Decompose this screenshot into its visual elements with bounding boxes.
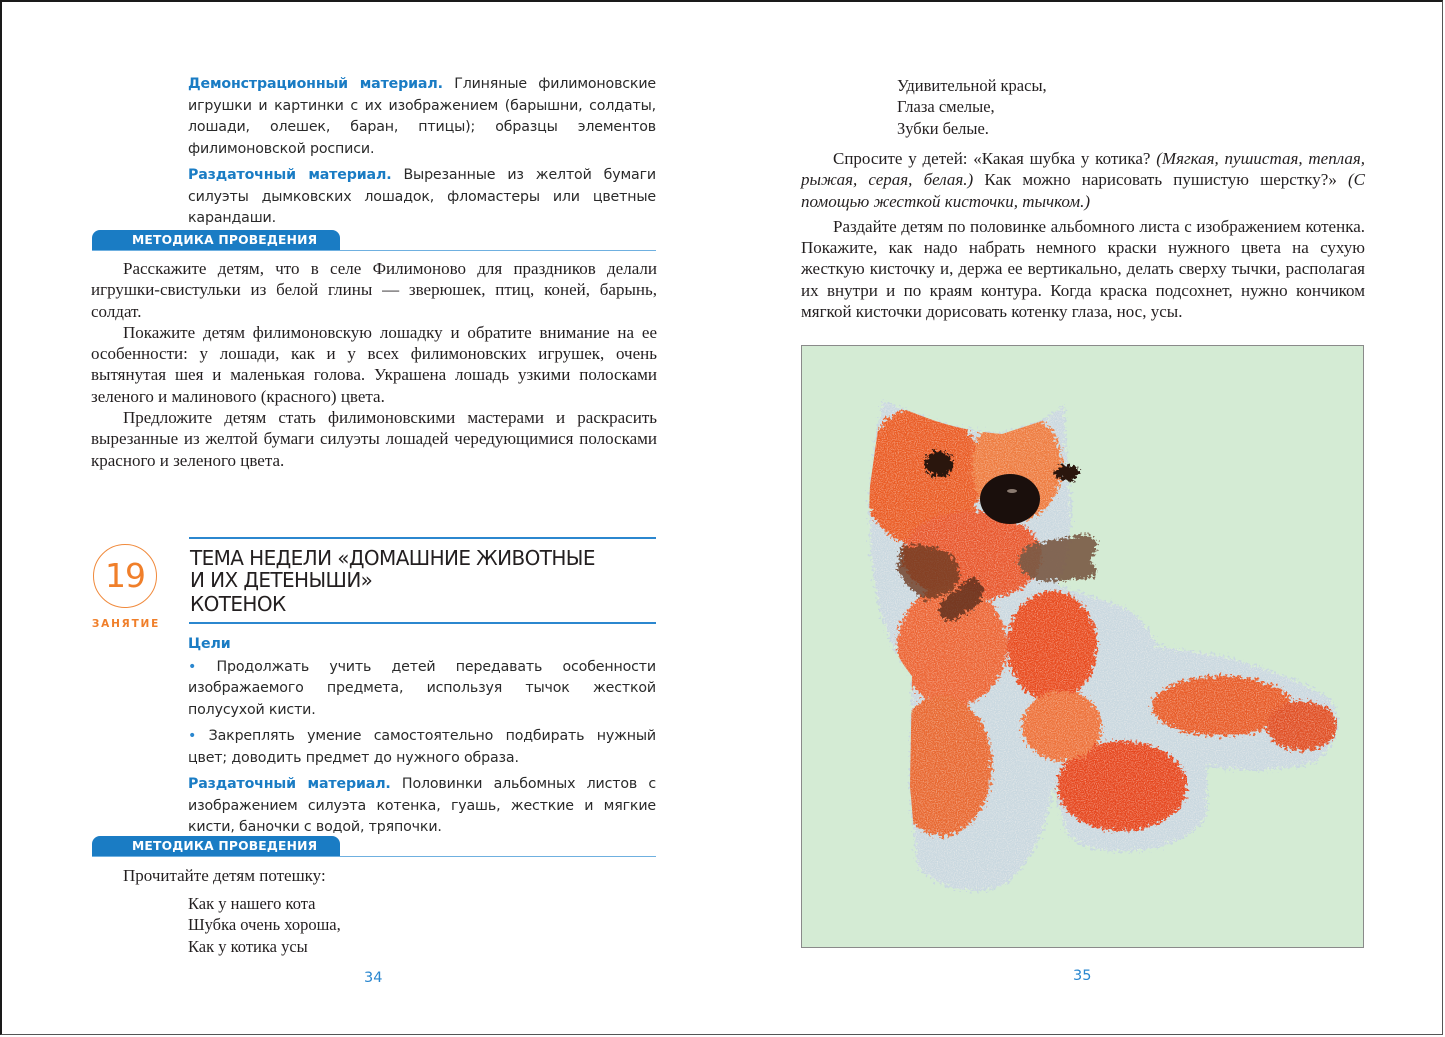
goal-item: • Закреплять умение самостоятельно подбирать нужный цвет; доводить предмет до нужного образа. [188,728,656,766]
demo-material-text: Глиняные филимоновские игрушки и картинки с их изображением (барышни, солдаты, лошади, олешек, баран, птицы); образцы элементов филимоновской росписи. [188,76,656,157]
lesson-title-line-1: ТЕМА НЕДЕЛИ «ДОМАШНИЕ ЖИВОТНЫЕ [190,546,595,570]
lesson-handout [188,774,656,839]
lesson-label: ЗАНЯТИЕ [91,618,161,630]
poem-line: Удивительной красы, [897,76,1047,95]
lesson-handout-text: Половинки альбомных листов с изображением силуэта котенка, гуашь, жесткие и мягкие кисти, баночки с водой, тряпочки. [188,776,656,835]
paragraph: Расскажите детям, что в селе Филимоново для праздников делали игрушки-свистульки из белой глины — зверюшек, птиц, коней, барынь, солдат. [91,259,657,321]
poem-part-2 [897,75,1047,139]
section-tab: МЕТОДИКА ПРОВЕДЕНИЯ [92,836,340,856]
methodology-2-intro [91,865,657,886]
kitten-illustration [801,345,1364,948]
kitten-painting-icon [802,346,1363,947]
poem-line: Шубка очень хороша, [188,915,341,935]
goals-label: Цели [188,636,231,652]
bullet-icon: • [188,728,197,744]
paragraph: Покажите детям филимоновскую лошадку и обратите внимание на ее особенности: у лошади, как и у всех филимоновских игрушек, очень вытянутая шея и маленькая голова. Украшена лошадь узкими полосками зеленого и малинового (красного) цвета. [91,322,657,406]
section-tab: МЕТОДИКА ПРОВЕДЕНИЯ [92,230,340,250]
lesson-top-rule [189,537,656,539]
instructions-paragraph: Раздайте детям по половинке альбомного листа с изображением котенка. Покажите, как надо набрать немного краски нужного цвета на сухую жесткую кисточку и, держа ее вертикально, делать сверху тычки, располагая их внутри и по краям контура. Когда краска подсохнет, нужно кончиком мягкой кисточки дорисовать котенку глаза, нос, усы. [801,216,1365,322]
handout-material [188,165,656,230]
poem-line: Глаза смелые, [897,97,995,117]
lesson-bottom-rule [189,622,656,624]
right-body [801,148,1365,322]
methodology-1-body [91,258,657,471]
poem-line: Зубки белые. [897,118,989,138]
section-rule [92,856,656,857]
paragraph: Предложите детям стать филимоновскими мастерами и раскрасить вырезанные из желтой бумаги силуэты лошадей чередующимися полосками красного и зеленого цвета. [91,408,657,470]
poem-line: Как у котика усы [188,936,308,956]
lesson-number-badge: 19 [93,544,157,608]
goals-block [188,634,656,844]
lesson-handout-label: Раздаточный материал. [188,776,391,792]
demo-material [188,74,656,160]
materials-block [188,74,656,235]
bullet-icon: • [188,658,197,675]
paragraph: Прочитайте детям потешку: [123,866,326,885]
page-number-right: 35 [1073,968,1092,984]
question-paragraph: Спросите у детей: «Какая шубка у котика? (Мягкая, пушистая, теплая, рыжая, серая, белая.) Как можно нарисовать пушистую шерстку?» (С помощью жесткой кисточки, тычком.) [801,149,1365,211]
handout-material-label: Раздаточный материал. [188,167,392,183]
lesson-title [190,547,660,591]
goal-item: • Продолжать учить детей передавать особенности изображаемого предмета, используя тычок жесткой полусухой кисти. [188,658,656,718]
poem-line: Как у нашего кота [188,894,316,913]
page-number-left: 34 [364,970,383,986]
handout-material-text: Вырезанные из желтой бумаги силуэты дымковских лошадок, фломастеры или цветные карандаши. [188,167,656,226]
section-rule [92,250,656,251]
poem-part-1 [188,893,341,957]
lesson-subtitle: КОТЕНОК [190,592,286,616]
lesson-title-line-2: И ИХ ДЕТЕНЫШИ» [190,568,373,592]
demo-material-label: Демонстрационный материал. [188,76,443,92]
